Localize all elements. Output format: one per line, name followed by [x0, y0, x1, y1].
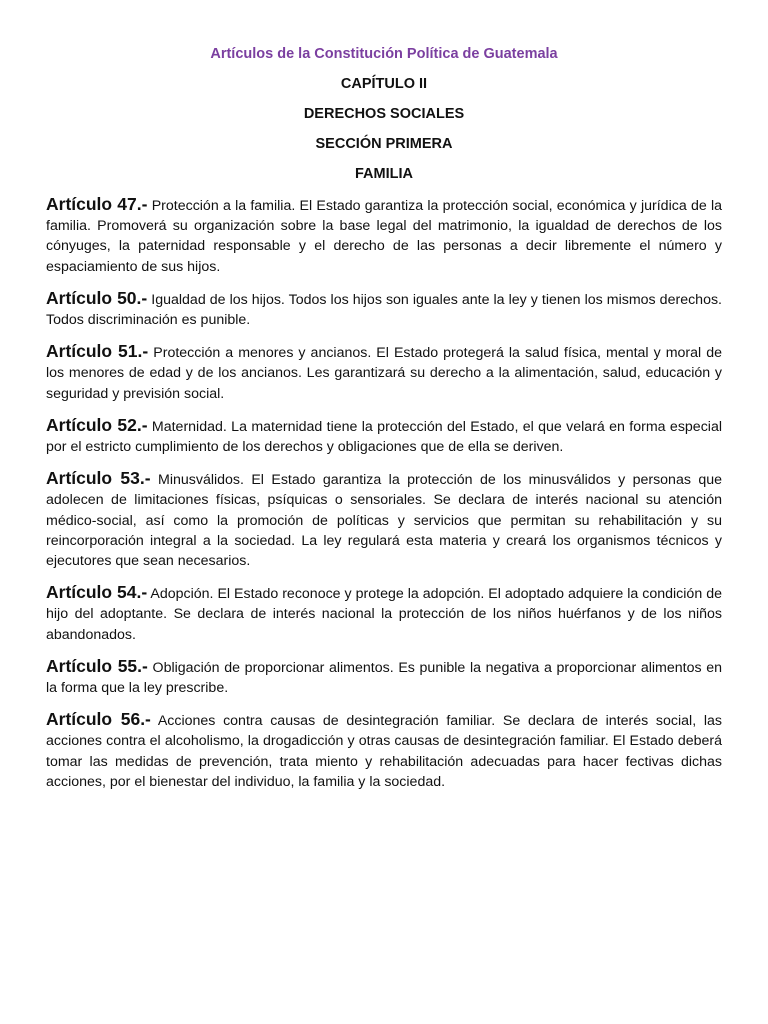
article-text: Protección a menores y ancianos. El Estado protegerá la salud física, mental y moral de los menores de edad y de los ancianos. Les garantizará su derecho a la alimentación, salud, educación y seguridad y previsión social. — [46, 345, 722, 402]
chapter-title: DERECHOS SOCIALES — [303, 106, 465, 122]
article-text: Adopción. El Estado reconoce y protege la adopción. El adoptado adquiere la condición de hijo del adoptante. Se declara de interés nacional la protección de los niños huérfanos y de los niños abandonados. — [46, 586, 722, 643]
article-text: Protección a la familia. El Estado garantiza la protección social, económica y jurídica de la familia. Promoverá su organización sobre la base legal del matrimonio, la igualdad de derechos de los cónyuges, la paternidad responsable y el derecho de las personas a decir libremente el número y espaciamiento de sus hijos. — [46, 198, 723, 275]
article-label: Artículo 56.- — [46, 709, 151, 730]
article-text: Minusválidos. El Estado garantiza la protección de los minusválidos y personas que adolecen de limitaciones físicas, psíquicas o sensoriales. Se declara de interés nacional su atención médico-social, así como la promoción de políticas y servicios que permitan su rehabilitación y su reincorporación integral a la sociedad. La ley regulará esta materia y creará los organismos técnicos y ejecutores que sean necesarios. — [46, 472, 722, 570]
article-53 — [46, 468, 722, 571]
article-label: Artículo 47.- — [46, 194, 148, 214]
article-text: Maternidad. La maternidad tiene la protección del Estado, el que velará en forma especial por el estricto cumplimiento de los derechos y obligaciones que de ella se deriven. — [46, 418, 722, 456]
article-47 — [46, 194, 722, 277]
article-56 — [46, 709, 722, 792]
chapter-heading: CAPÍTULO II — [340, 76, 428, 92]
article-label: Artículo 50.- — [46, 287, 148, 308]
section-heading: SECCIÓN PRIMERA — [315, 136, 453, 152]
document-title: Artículos de la Constitución Política de Guatemala — [210, 46, 558, 62]
article-label: Artículo 54.- — [46, 582, 148, 603]
article-label: Artículo 55.- — [46, 655, 148, 676]
article-54 — [46, 582, 722, 645]
article-label: Artículo 52.- — [46, 414, 148, 435]
article-55 — [46, 656, 722, 698]
article-50 — [46, 288, 722, 330]
article-51 — [46, 341, 722, 404]
article-52 — [46, 415, 722, 457]
section-title: FAMILIA — [355, 166, 413, 182]
article-text: Obligación de proporcionar alimentos. Es punible la negativa a proporcionar alimentos en la forma que la ley prescribe. — [46, 659, 722, 697]
article-text: Igualdad de los hijos. Todos los hijos son iguales ante la ley y tienen los mismos derechos. Todos discriminación es punible. — [46, 291, 722, 329]
article-label: Artículo 53.- — [46, 468, 151, 489]
article-label: Artículo 51.- — [46, 341, 149, 362]
article-text: Acciones contra causas de desintegración familiar. Se declara de interés social, las acciones contra el alcoholismo, la drogadicción y otras causas de desintegración familiar. El Estado deberá tomar las medidas de prevención, trata miento y rehabilitación adecuadas para hacer fectivas dichas acciones, por el bienestar del individuo, la familia y la sociedad. — [46, 713, 722, 790]
